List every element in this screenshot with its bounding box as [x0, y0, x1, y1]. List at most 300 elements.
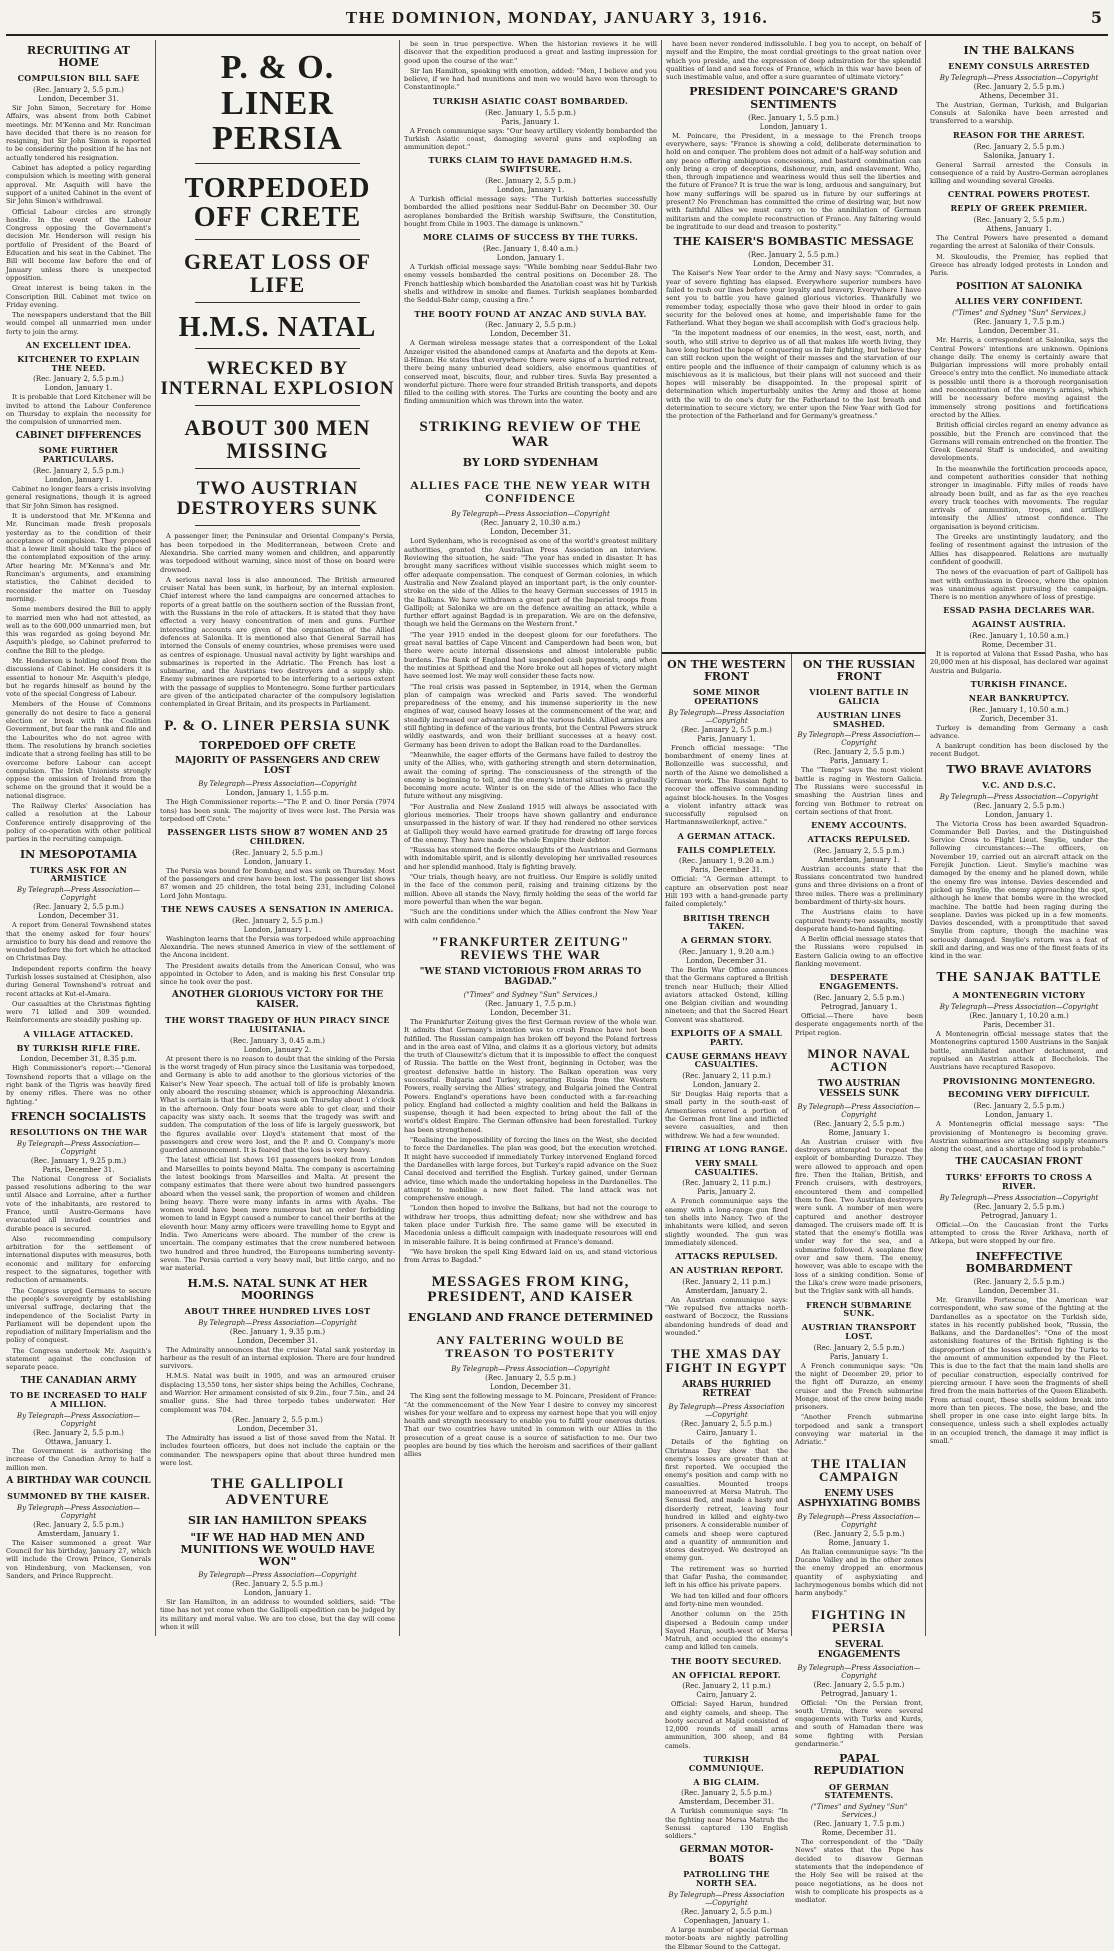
placeline: London, January 1.	[44, 476, 113, 485]
placeline: Paris, January 1.	[829, 757, 889, 766]
dateline: (Rec. January 2, 5.5 p.m.)	[33, 1520, 124, 1529]
service-line: By Telegraph—Press Association—Copyright	[797, 1102, 921, 1119]
placeline: London, January 1.	[243, 1588, 312, 1597]
placeline: Amsterdam, January 2.	[685, 1286, 768, 1295]
placeline: London, December 31.	[686, 956, 767, 965]
masthead	[6, 2, 1108, 36]
paragraph: Independent reports confirm the heavy Turkish losses sustained at Ctesiphon, also during General Townshend's retreat and recent attacks at Kut-el-Amara.	[6, 964, 151, 998]
dateline: (Rec. January 1, 8.40 a.m.)	[483, 245, 578, 254]
dateline: (Rec. January 2, 5.5 p.m.)	[232, 1415, 323, 1424]
headline: GERMAN MOTOR-BOATS	[679, 1844, 774, 1865]
placeline: Paris, January 2.	[697, 1188, 756, 1197]
subheadline: AUSTRIAN TRANSPORT LOST.	[801, 1322, 917, 1341]
column-4-bottom	[662, 652, 925, 1951]
service-line: By Telegraph—Press Association—Copyright	[797, 1663, 921, 1680]
paragraph: The Congress urged Germans to secure the people's sovereignty by establishing universal suffrage, declaring that the independence of the Socialist Party in Parliament will be dependent upon the repudiation of military Imperialism and the policy of conquest.	[6, 1286, 151, 1345]
paragraph: Turkey is demanding from Germany a cash advance.	[930, 723, 1108, 740]
dateline: (Rec. January 2, 5.5 p.m.)	[681, 1789, 772, 1798]
paragraph: Official: Sayed Harun, hundred and eighty camels, and sheep. The booty secured at Majid consisted of 12,000 rounds of small arms ammunition, 300 sheep, and 84 camels.	[665, 1700, 788, 1750]
subheadline: RESOLUTIONS ON THE WAR	[9, 1126, 148, 1137]
placeline: London, December 31.	[490, 330, 571, 339]
paragraph: The Kaiser's New Year order to the Army and Navy says: "Comrades, a year of severe fighting has elapsed. Everywhere superior numbers have failed to rush our lines before your loyalty and bravery. Everywhere I have sent you to battle you have gained glorious victories. Thankfully we remember today, especially those who gave their blood in order to gain security for the beloved ones at home, and imperishable fame for the Fatherland. What they began we shall accomplish with God's gracious help.	[666, 269, 921, 328]
placeline: London, January 1.	[985, 1111, 1053, 1120]
divider	[195, 348, 360, 349]
subheadline: ATTACKS REPULSED.	[807, 833, 911, 844]
service-line: By Telegraph—Press Association—Copyright	[668, 708, 785, 725]
dateline: (Rec. January 2, 5.5 p.m.)	[973, 1277, 1065, 1286]
subheadline: BY LORD SYDENHAM	[462, 456, 599, 470]
paragraph: The Frankfurter Zeitung gives the first German review of the whole war. It admits that Germany's intention was to crush France have not been fulfilled. The Russian campaign has broken off beyond the Poland fortress and in the area east of Vilna, and claims it as a glorious victory, but admits the truth of Clausewitz's dictum that it is impossible to effect the conquest of Russia. The battle on the West front, beginning in October, was the greatest defensive battle in history. The Balkan operation was very successful. Bulgaria and Turkey, separating Russia from the Western Powers, really serving the Allies' strategy, and Bulgaria joined the Central Powers. England's operations have been conducted with a far-reaching policy. England had collected a mighty coalition and held the Balkans in suspense, though it had been expected to bring about the fall of the world's oldest Empire. The German offensive had been forestalled. Turkey has been strengthened.	[404, 1017, 657, 1134]
dateline: (Rec. January 2, 5.5 p.m.)	[33, 903, 124, 912]
dateline: (Rec. January 2, 5.5 p.m.)	[813, 748, 905, 757]
dateline: (Rec. January 2, 5.5 p.m.)	[813, 1529, 905, 1538]
headline: MINOR NAVAL ACTION	[807, 1045, 911, 1075]
dateline: (Rec. January 2, 5.5 p.m.)	[33, 375, 124, 384]
headline: FRENCH SOCIALISTS	[10, 1109, 147, 1123]
dateline: (Rec. January 1, 10.20 a.m.)	[969, 1012, 1069, 1021]
headline: AN EXCELLENT IDEA.	[25, 340, 132, 350]
headline: THE CAUCASIAN FRONT	[955, 1157, 1083, 1168]
paragraph: It is understood that Mr. M'Kenna and Mr. Runciman made fresh proposals yesterday as to the condition of their acceptance of compulsion. They proposed that a lower limit should take the place of the contemplated exposition of the army. After hearing Mr. M'Kenna's and Mr. Runciman's arguments, and examining statistics, the Cabinet decided to reconsider the matter on Tuesday morning.	[6, 511, 151, 603]
headline: TWO BRAVE AVIATORS	[946, 762, 1092, 776]
paragraph: "Another French submarine torpedoed and sank a transport conveying war material in the Adriatic."	[795, 1413, 923, 1447]
service-line: By Telegraph—Press Association—Copyright	[939, 73, 1099, 82]
paragraph: Official Labour circles are strongly hostile. In the event of the Labour Congress opposing the Government's decision Mr. Henderson will resign his portfolio of President of the Board of Education and his seat in the Cabinet. The Bill will become law before the end of January unless there is unexpected opposition.	[6, 207, 151, 282]
service-line: By Telegraph—Press Association—Copyright	[939, 1193, 1099, 1202]
headline: "FRANKFURTER ZEITUNG" REVIEWS THE WAR	[431, 933, 630, 963]
dateline: (Rec. January 2, 5.5 p.m.)	[973, 216, 1065, 225]
headline: THE SANJAK BATTLE	[936, 969, 1102, 985]
placeline: Paris, December 31.	[42, 1165, 115, 1174]
paragraph: The Central Powers have presented a demand regarding the arrest at Salonika of their Consuls.	[930, 234, 1108, 251]
subheadline: SOME FURTHER PARTICULARS.	[38, 445, 119, 465]
feature-headline: MESSAGES FROM KING, PRESIDENT, AND KAISER	[427, 1273, 634, 1306]
divider	[195, 468, 360, 469]
headline: FRENCH SUBMARINE SUNK.	[806, 1299, 912, 1319]
placeline: London, January 1.	[759, 122, 828, 131]
dateline: (Rec. January 2, 11 p.m.)	[682, 1277, 771, 1286]
paragraph: The Persia was bound for Bombay, and was sunk on Thursday. Most of the passengers and crew have been lost. The passenger list shows 87 women and 25 children, the total being 231, including Colonel Lord John Montagu.	[160, 866, 395, 900]
placeline: London, December 31.	[38, 912, 119, 921]
subheadline: SIR IAN HAMILTON SPEAKS	[187, 1513, 367, 1527]
subheadline: THE WORST TRAGEDY OF HUN PIRACY SINCE LUSITANIA.	[165, 1015, 390, 1035]
paragraph: The Admiralty has issued a list of those saved from the Natal. It includes fourteen officers, but does not include the captain or the commander. The newspapers opine that about three hundred men were lost.	[160, 1433, 395, 1467]
service-line: By Telegraph—Press Association—Copyright	[198, 780, 357, 789]
masthead-title: THE DOMINION, MONDAY, JANUARY 3, 1916.	[345, 8, 769, 27]
subheadline: TURKS' EFFORTS TO CROSS A RIVER.	[945, 1172, 1093, 1192]
dateline: (Rec. January 2, 5.5 p.m.)	[681, 725, 772, 734]
feature-headline: P. & O. LINER PERSIA	[212, 49, 343, 158]
placeline: Zurich, December 31.	[980, 714, 1058, 723]
placeline: London, December 31.	[490, 1008, 571, 1017]
subheadline: REPLY OF GREEK PREMIER.	[950, 203, 1088, 214]
dateline: (Rec. January 3, 0.45 a.m.)	[230, 1036, 325, 1045]
headline: ENEMY ACCOUNTS.	[811, 820, 907, 831]
subheadline: KITCHENER TO EXPLAIN THE NEED.	[17, 353, 140, 373]
dateline: (Rec. January 2, 10.30 a.m.)	[480, 519, 581, 528]
placeline: Amsterdam, January 1.	[37, 1529, 120, 1538]
subheadline: A GERMAN STORY.	[681, 935, 772, 946]
feature-headline: TWO AUSTRIAN DESTROYERS SUNK	[176, 478, 379, 520]
service-line: By Telegraph—Press Association—Copyright	[797, 731, 921, 748]
service-line: By Telegraph—Press Association—Copyright	[668, 1403, 785, 1420]
paragraph: be seen in true perspective. When the historian reviews it he will discover that the expedition produced a great and lasting impression for good upon the course of the war."	[404, 40, 657, 65]
headline: INEFFECTIVE BOMBARDMENT	[965, 1249, 1073, 1275]
feature-headline: STRIKING REVIEW OF THE WAR	[419, 418, 642, 451]
service-line: By Telegraph—Press Association—Copyright	[198, 1570, 357, 1579]
paragraph: "For Australia and New Zealand 1915 will always be associated with glorious memories. Their troops have shown gallantry and endurance unsurpassed in the history of war. If they had rendered no other services at Gallipoli they would have earned gratitude for drawing off large forces of the enemy. They have made the whole Empire their debtor.	[404, 802, 657, 844]
dateline: (Rec. January 1, 10.50 a.m.)	[969, 705, 1069, 714]
headline: H.M.S. NATAL SUNK AT HER MOORINGS	[187, 1276, 368, 1302]
divider	[195, 405, 360, 406]
paragraph: Cabinet no longer fears a crisis involving general resignations, though it is agreed that Sir John Simon has resigned.	[6, 485, 151, 510]
paragraph: A large number of special German motor-boats are nightly patrolling the Elbmar Sound to the Cattegat.	[665, 1926, 788, 1951]
service-line: By Telegraph—Press Association—Copyright	[16, 1503, 141, 1520]
headline: REASON FOR THE ARREST.	[953, 129, 1085, 140]
paragraph: "In the impotent madness of our enemies, in the west, east, north, and south, who still strive to deprive us of all that makes life worth living, they have long buried the hope of conquering us in fair fighting, but believe they can still reckon upon the weight of their masses and the starvation of our entire people and the influence of their campaign of calumny which is as mischievous as it is malicious, but their plans will not succeed and their hopes will miserably be disappointed. In the proposal spirit of determination which imperturbably unites the Army and those at home with the will to do one's duty for the Fatherland to the last breath and determination to secure victory, we enter upon the New Year with God for the protection of the Fatherland and for Germany's greatness."	[666, 329, 921, 421]
placeline: Petrograd, January 1.	[820, 1002, 898, 1011]
paragraph: A Turkish official message says: "While bombing near Seddul-Bahr two enemy vessels bombarded the central positions on December 28. The French battleship which bombarded the Anatolian coast was hit by Turkish shells and withdrew in smoke and flames. Turkish seaplanes bombarded the Seddul-Bahr camp, causing a fire."	[404, 263, 657, 305]
paragraph: Some members desired the Bill to apply to married men who had not attested, as well as to the 600,000 unmarried men, but this was regarded as going beyond Mr. Asquith's pledge, so Cabinet preferred to confine the Bill to the pledge.	[6, 605, 151, 655]
paragraph: It is probable that Lord Kitchener will be invited to attend the Labour Conference on Thursday to explain the necessity for the compulsion of unmarried men.	[6, 393, 151, 427]
service-line: ("Times" and Sydney "Sun" Services.)	[810, 1803, 908, 1820]
paragraph: "The year 1915 ended in the deepest gloom for our forefathers. The great naval battles of Cape Vincent and Camperdown had been won, but there were acute internal dissensions and almost intolerable public burdens. The Bank of England had suspended cash payments, and when the mutinies at Spithead and the Nore broke out all hopes of victory might have seemed lost. We may well consider these facts now.	[404, 630, 657, 681]
paragraph: A serious naval loss is also announced. The British armoured cruiser Natal has been sunk, in harbour, by an internal explosion. Chief interest where the land campaigns are concerned attaches to reports of a great battle on the southern section of the Russian front, with the Russians in the role of attackers. It is stated that they have effected a very heavy concentration of men and guns. Further interesting accounts are given of the organisation of the Allied defences at Salonika. It is mentioned also that General Sarrail has interned the Consuls of enemy countries, whose premises were used as centres of espionage. Unusual naval activity by light warships and submarines is reported in the Adriatic. The French has lost a submarine, and the Austrians two destroyers and a supply ship. Enemy submarines are reported to be interfering to a serious extent with the passage of supplies to Montenegro. Some further particulars are given of the anticipated character of the compulsory legislation contemplated in Great Britain, and its prospects in Parliament.	[160, 575, 395, 709]
headline: CABINET DIFFERENCES	[15, 430, 142, 441]
dateline: (Rec. January 1, 9.20 a.m.)	[679, 857, 774, 866]
headline: CENTRAL POWERS PROTEST.	[947, 189, 1091, 200]
paragraph: The High Commissioner reports:—"The P. and O. liner Persia (7974 tons) has been sunk. The majority of lives were lost. The Persia was torpedoed off Crete."	[160, 798, 395, 823]
paragraph: The Government is authorising the increase of the Canadian Army to half a million men.	[6, 1447, 151, 1472]
headline: ON THE RUSSIAN FRONT	[802, 658, 916, 684]
paragraph: A report from General Townshend states that the enemy asked for four hours' armistice to bury his dead and remove the wounded before the fort which he attacked on Christmas Day.	[6, 921, 151, 963]
subheadline: ALLIES FACE THE NEW YEAR WITH CONFIDENCE	[410, 478, 651, 505]
dateline: (Rec. January 1, 5.5 p.m.)	[748, 113, 839, 122]
paragraph: The President awaits details from the American Consul, who was appointed in October to Aden, and is making his first Consular trip since he took over the post.	[160, 961, 395, 987]
paragraph: A French communique says: "Our heavy artillery violently bombarded the Turkish Asiatic coast, damaging several guns and exploding an ammunition depot."	[404, 126, 657, 152]
dateline: (Rec. January 2, 5.5 p.m.)	[973, 1102, 1065, 1111]
paragraph: "Our trials, though heavy, are not fruitless. Our Empire is solidly united in the face of the common peril, raising and training citizens by the million. Above all stands the Navy, firmly holding the seas of the world far more powerful than when the war began.	[404, 873, 657, 906]
dateline: (Rec. January 1, 5.5 p.m.)	[485, 108, 576, 117]
paragraph: Cabinet has adopted a policy regarding compulsion which is meeting with general approval. Mr. Asquith will have the support of a united Cabinet in the event of Sir John Simon's withdrawal.	[6, 164, 151, 206]
dateline: (Rec. January 2, 11 p.m.)	[682, 1682, 771, 1691]
paragraph: The Victoria Cross has been awarded Squadron-Commander Bell Davies, and the Distinguished Service Cross to Flight Lieut. Smylie, under the following circumstances:—The officers, on November 19, carried out an aircraft attack on the Ferejik Junction. Lieut. Smylie's machine was damaged by the enemy and he planed down, while the enemy fire was intense. Davies descended and picked up Smylie, the enemy approaching the spot, although he knew that bombs were in the wrecked machine. The battle had been raging during the seaplane. Davies was picked up in a few moments. Davies descended, with a promptitude that saved Smylie from capture, though the machine was seriously damaged. Smylie's return was a feat of skill and daring, and was one of the finest feats of its kind in the war.	[930, 819, 1108, 961]
headline: ON THE WESTERN FRONT	[667, 658, 786, 684]
subheadline: ANY FALTERING WOULD BE TREASON TO POSTERITY	[436, 1333, 625, 1360]
placeline: London, December 31.	[978, 327, 1060, 336]
paragraph: The Kaiser summoned a great War Council for his birthday, January 27, which will include the Crown Prince, Generals von Hindenburg, von Mackensen, von Sanders, and Prince Rupprecht.	[6, 1538, 151, 1580]
placeline: London, January 2.	[243, 1045, 312, 1054]
paragraph: Austrian accounts state that the Russians concentrated two hundred guns and three divisions on a front of three miles. There was a preliminary bombardment of thirty-six hours.	[795, 864, 923, 906]
headline: THE GALLIPOLI ADVENTURE	[210, 1476, 345, 1508]
placeline: Rome, December 31.	[821, 1829, 897, 1838]
dateline: (Rec. January 2, 5.5 p.m.)	[232, 848, 323, 857]
subheadline: FAILS COMPLETELY.	[676, 844, 776, 855]
paragraph: Another column on the 25th dispersed a Bedouin camp under Sayed Harun, south-west of Mersa Matruh, and occupied the enemy's camp and killed ten camels.	[665, 1610, 788, 1652]
placeline: Paris, December 31.	[983, 1021, 1055, 1030]
subheadline: TORPEDOED OFF CRETE	[199, 739, 356, 753]
headline: P. & O. LINER PERSIA SUNK	[164, 717, 391, 734]
headline: THE KAISER'S BOMBASTIC MESSAGE	[673, 235, 914, 249]
paragraph: Washington learns that the Persia was torpedoed while approaching Alexandria. The news stunned America in view of the settlement of the Ancona incident.	[160, 934, 395, 960]
feature-headline: GREAT LOSS OF LIFE	[183, 248, 371, 297]
paragraph: We had ten killed and four officers and forty-nine men wounded.	[665, 1591, 788, 1608]
subheadline: "WE STAND VICTORIOUS FROM ARRAS TO BAGDAD."	[419, 967, 642, 988]
dateline: (Rec. January 2, 5.5 p.m.)	[813, 993, 905, 1002]
service-line: ("Times" and Sydney "Sun" Services.)	[463, 990, 598, 999]
paragraph: H.M.S. Natal was built in 1905, and was an armoured cruiser displacing 13,550 tons, her sister ships being the Achilles, Cochrane, and Warrior. Her armament consisted of six 9.2in., four 7.5in., and 24 smaller guns. She had three torpedo tubes underwater. Her complement was 704.	[160, 1372, 395, 1414]
headline: IN MESOPOTAMIA	[20, 847, 137, 861]
paragraph: "Such are the conditions under which the Allies confront the New Year with calm confidence."	[404, 908, 657, 925]
subheadline: BECOMING VERY DIFFICULT.	[948, 1089, 1090, 1100]
dateline: (Rec. January 2, 5.5 p.m.)	[485, 321, 576, 330]
feature-headline: WRECKED BY INTERNAL EXPLOSION	[160, 358, 395, 400]
subheadline: SEVERAL ENGAGEMENTS	[817, 1639, 901, 1660]
headline: RECRUITING AT HOME	[27, 44, 130, 70]
headline: DESPERATE ENGAGEMENTS.	[819, 972, 899, 992]
subheadline: TO BE INCREASED TO HALF A MILLION.	[9, 1390, 147, 1410]
dateline: (Rec. January 2, 5.5 p.m.)	[973, 801, 1065, 810]
dateline: (Rec. January 1, 7.5 p.m.)	[813, 1820, 905, 1829]
paragraph: A French communique says the enemy with a long-range gun fired ten shells into Nancy. Two of the inhabitants were killed, and seven slightly wounded. The gun was immediately silenced.	[665, 1197, 788, 1247]
subheadline: SUMMONED BY THE KAISER.	[7, 1490, 150, 1501]
paragraph: The Austrian, German, Turkish, and Bulgarian Consuls at Salonika have been arrested and transferred to a warship.	[930, 100, 1108, 126]
dateline: (Rec. January 2, 5.5 p.m.)	[33, 85, 124, 94]
dateline: (Rec. January 2, 5.5 p.m.)	[232, 1579, 323, 1588]
headline: THE NEWS CAUSES A SENSATION IN AMERICA.	[161, 903, 394, 914]
dateline: (Rec. January 2, 11 p.m.)	[682, 1179, 771, 1188]
placeline: London, December 31.	[237, 1424, 318, 1433]
subheadline: "IF WE HAD HAD MEN AND MUNITIONS WE WOULD HAVE WON"	[180, 1530, 375, 1568]
dateline: (Rec. January 1, 9.20 a.m.)	[679, 947, 774, 956]
subheadline: AGAINST AUSTRIA.	[972, 619, 1066, 630]
subcolumn-western	[662, 654, 792, 1951]
subheadline: TURKS ASK FOR AN ARMISTICE	[29, 864, 128, 884]
paragraph: The Greeks are unstintingly laudatory, and the feeling of resentment against the intrusion of the Allies has disappeared. Relations are mutually confident of goodwill.	[930, 533, 1108, 566]
paragraph: have been never rendered indissoluble. I beg you to accept, on behalf of myself and the Empire, the most cordial greetings to the great nation over which you preside, and the expression of deep admiration for the splendid qualities of land and sea forces of France, which in this war have been of such inestimable value, and offer a sure guarantee of ultimate victory."	[666, 40, 921, 82]
paragraph: "Russia has stemmed the fierce onslaughts of the Austrians and Germans with indomitable spirit, and is silently developing her unrivalled resources and her splendid manhood. Italy is fighting bravely.	[404, 846, 657, 871]
placeline: London, January 1, 1.55 p.m.	[225, 789, 329, 798]
placeline: Amsterdam, January 1.	[818, 855, 900, 864]
paragraph: M. Skouloudis, the Premier, has replied that Greece has already lodged protests in London and Paris.	[930, 252, 1108, 278]
paragraph: The news of the evacuation of part of Gallipoli has met with enthusiasm in Greece, where the opinion was unanimous against pursuing the campaign. There is no mention anywhere of loss of prestige.	[930, 568, 1108, 602]
headline: THE BOOTY SECURED.	[671, 1655, 782, 1666]
placeline: Petrograd, January 1.	[980, 1211, 1058, 1220]
headline: PASSENGER LISTS SHOW 87 WOMEN AND 25 CHILDREN.	[167, 827, 388, 846]
placeline: Cairo, January 1.	[696, 1429, 757, 1438]
placeline: Amsterdam, December 31.	[678, 1798, 775, 1807]
headline: PAPAL REPUDIATION	[813, 1752, 905, 1778]
headline: BRITISH TRENCH TAKEN.	[682, 912, 771, 932]
subheadline: ENGLAND AND FRANCE DETERMINED	[408, 1311, 653, 1325]
headline: TURKISH ASIATIC COAST BOMBARDED.	[432, 95, 629, 106]
service-line: By Telegraph—Press Association—Copyright	[797, 1512, 921, 1529]
paragraph: General Sarrail arrested the Consuls in consequence of a raid by Austro-German aeroplanes killing and wounding several Greeks.	[930, 160, 1108, 186]
service-line: By Telegraph—Press Association—Copyright	[668, 1891, 785, 1908]
dateline: (Rec. January 2, 5.5 p.m.)	[973, 1202, 1065, 1211]
placeline: London, January 1.	[496, 186, 565, 195]
paragraph: An Austrian communique says: "We repulsed five attacks north-eastward of Boczocz, the Russians abandoning hundreds of dead and wounded."	[665, 1295, 788, 1337]
dateline: (Rec. January 2, 5.5 p.m.)	[681, 1420, 772, 1429]
paragraph: At present there is no reason to doubt that the sinking of the Persia is the worst tragedy of Hun piracy since the Lusitania was torpedoed, and Germany is able to add another to the glorious victories of the Kaiser's New Year speech. The actual toll of life is probably known only aboard the rescuing steamer, which is approaching Alexandria. What is certain is that the liner was sunk on Thursday about 1 o'clock in the afternoon. Only four boats were able to get clear, and their capacity was sixty each. It seems that the tragedy was swift and sudden. The computation of the loss of life is largely guesswork, but the figures available over Lloyd's statement that most of the passengers and crew were lost, and the P. and O. Company's more guarded announcement. It is feared that the loss is very heavy.	[160, 1054, 395, 1155]
dateline: (Rec. January 2, 5.5 p.m.)	[485, 1374, 576, 1383]
dateline: (Rec. January 2, 5.5 p.m.)	[232, 916, 323, 925]
paragraph: A German wireless message states that a correspondent of the Lokal Anzeiger visited the abandoned camps at Anafarta and the depots at Kem-il-Himan. He states that everywhere there were signs of a hurried retreat, there being many unburied dead soldiers, also enormous quantities of conserved meat, biscuits, flour, and rubber tires. Suvla Bay presented a wonderful picture. There were four stranded British transports, and depots filled to the ceiling with stores. The Turks are counting the booty and are finding ammunition which was thrown into the water.	[404, 339, 657, 406]
column-2	[156, 40, 400, 1636]
service-line: By Telegraph—Press Association—Copyright	[16, 886, 141, 903]
subheadline: SOME MINOR OPERATIONS	[692, 687, 760, 706]
placeline: Athens, December 31.	[979, 91, 1059, 100]
headline: ESSAD PASHA DECLARES WAR.	[943, 605, 1095, 616]
headline: A VILLAGE ATTACKED.	[23, 1028, 134, 1039]
paragraph: Mr. Harris, a correspondent at Salonika, says the Central Powers' intentions are unknown. Opinions change daily. The enemy is certainly aware that Bulgarian impressions will more probably entail Greece's entry into the conflict. No immediate attack is possible until there is a thorough reorganisation and reconcentration of the enemy's armies, which will be necessary before moving against the immensely strong positions and fortifications erected by the Allies.	[930, 336, 1108, 419]
paragraph: A Montenegrin official message states that the Montenegrins captured 1500 Austrians in the Sanjak battle, annihilated another detachment, and repulsed an Austrian attack at Bocchelois. The Austrians have recaptured Rasopovo.	[930, 1030, 1108, 1072]
headline: FIRING AT LONG RANGE.	[665, 1143, 788, 1154]
paragraph: A bankrupt condition has been disclosed by the recent Budget.	[930, 742, 1108, 759]
paragraph: A Berlin official message states that the Russians were repulsed in Eastern Galicia owing to an effective flanking movement.	[795, 935, 923, 969]
headline: AUSTRIAN LINES SMASHED.	[816, 709, 902, 729]
divider	[195, 163, 360, 164]
paragraph: The Railway Clerks' Association has called a resolution at the Labour Conference entirely disapproving of the policy of co-operation with other political parties in the recruiting campaign.	[6, 802, 151, 844]
subheadline: MAJORITY OF PASSENGERS AND CREW LOST	[175, 756, 380, 777]
subheadline: VERY SMALL CASUALTIES.	[694, 1157, 759, 1177]
placeline: Petrograd, January 1.	[820, 1689, 898, 1698]
headline: THE BOOTY FOUND AT ANZAC AND SUVLA BAY.	[414, 308, 647, 319]
column-4	[662, 40, 926, 1951]
placeline: London, January 1.	[496, 254, 565, 263]
placeline: Ottawa, January 1.	[45, 1438, 112, 1447]
subheadline: A BIG CLAIM.	[693, 1776, 760, 1787]
dateline: (Rec. January 1, 9.35 p.m.)	[229, 1327, 326, 1336]
paragraph: Mr. Granville Fortescue, the American war correspondent, who saw some of the fighting at the Dardanelles as a spectator on the Turkish side, states in his recently published book, "Russia, the Balkans, and the Dardanelles": "One of the most astonishing features of the British fighting is the disproportion of the losses suffered by the Turks to the amount of ammunition expended by the Fleet. This is due to the fact that the main land shells are of peculiar construction, especially contrived for piercing armour. I have seen the fragments of shell fired from the main batteries of the Queen Elizabeth. From actual count, these shells seldom break into more than ten pieces. The nose, the base, and the shell proper in one case into eight large bits. In consequence, unless such a shell explodes actually in an occupied trench, the damage it may inflict is small."	[930, 1295, 1108, 1445]
placeline: Rome, January 1.	[828, 1128, 890, 1137]
placeline: London, December 31.	[38, 94, 119, 103]
paragraph: An Austrian cruiser with five destroyers attempted to repeat the exploit of bombarding Durazzo. They were allowed to approach and open fire. Then the Italian, British, and French cruisers, with destroyers, encountered them and compelled them to flee. Two Austrian destroyers were sunk. A number of men were captured and another destroyer damaged. The cruisers made off. It is stated that the enemy's flotilla was under way for the sea, and a submarine followed. A seaplane flew over and saw them. The enemy, however, was able to escape with the loss of a sinking condition. Some of the Lika's crew were made prisoners, but the Triglav sank with all hands.	[795, 1137, 923, 1296]
paragraph: The Berlin War Office announces that the Germans captured a British trench near Hulluch; their Allied aviators attacked Ostend, killing one Belgian civilian and wounding nineteen; and that the Sacred Heart Convent was shattered.	[665, 965, 788, 1024]
subheadline: V.C. AND D.S.C.	[982, 779, 1056, 790]
service-line: By Telegraph—Press Association—Copyright	[198, 1318, 357, 1327]
paragraph: Lord Sydenham, who is recognised as one of the world's greatest military authorities, granted the Australian Press Association an interview. Reviewing the situation, he said: "The year has ended in disaster. It has brought many sacrifices without visible successes which might seem to offer adequate compensation. The conquest of German colonies, in which Australia and New Zealand played an important part, is the only counter-stroke on the side of the Allies to the heavy German successes of 1915 in the Balkans. We have withdrawn a great part of the Imperial troops from Gallipoli; at Salonika we are on the defence awaiting an attack, while a further effort against Bagdad is in preparation. We are on the defensive, though we held the Germans on the Western front."	[404, 537, 657, 629]
dateline: (Rec. January 1, 7.5 p.m.)	[485, 999, 576, 1008]
placeline: London, December 31, 8.35 p.m.	[20, 1055, 137, 1064]
dateline: (Rec. January 2, 5.5 p.m.)	[33, 1429, 124, 1438]
placeline: Paris, January 1.	[697, 734, 756, 743]
paragraph: The newspapers understand that the Bill would compel all unmarried men under forty to join the army.	[6, 311, 151, 336]
paragraph: "Realising the impossibility of forcing the lines on the West, she decided to force the Dardanelles. The plan was good, but the execution wretched. It might have succeeded if immediately Turkey intervened England forced the Dardanelles with large forces, but Turkey's rapid advance on the Suez Canal deceived and terrified the English. Turkey gained, under German advice, time which made the undertaking hopeless in the Dardanelles. The attempt to mobilise a new fleet failed. The land attack was not comprehensive enough.	[404, 1136, 657, 1203]
placeline: London, January 2.	[692, 1081, 761, 1090]
dateline: (Rec. January 2, 5.5 p.m.)	[813, 1680, 905, 1689]
feature-headline: TORPEDOED OFF CRETE	[184, 173, 371, 234]
headline: MORE CLAIMS OF SUCCESS BY THE TURKS.	[422, 232, 639, 243]
dateline: (Rec. January 2, 5.5 p.m.)	[973, 142, 1065, 151]
paragraph: Official: "On the Persian front, south Urmia, there were several engagements with Turks and Kurds, and south of Hamadan there was some fighting with Persian gendarmerie."	[795, 1698, 923, 1749]
headline: TURKISH COMMUNIQUE.	[688, 1754, 765, 1773]
paragraph: French official message: "The bombardment of enemy lines at Bollonzeille was successful, and north of the Aisne we demolished a German work. The Russian fight to recover the offensive commanding against block-houses. In the Vosges a violent infantry attack was successfully repulsed on Hartmannsweilerkopf, active."	[665, 743, 788, 827]
placeline: Athens, January 1.	[986, 225, 1052, 234]
paragraph: Sir John Simon, Secretary for Home Affairs, was absent from both Cabinet meetings. Mr. M'Kenna and Mr. Runciman have decided that there is no reason for resigning, but Sir John Simon is reported to be considering the position if he has not actually tendered his resignation.	[6, 103, 151, 162]
column-4-top	[666, 40, 921, 652]
paragraph: The retirement was so hurried that Gafar Pasha, the commander, left in his office his private papers.	[665, 1564, 788, 1590]
service-line: By Telegraph—Press Association—Copyright	[451, 1365, 610, 1374]
headline: IN THE BALKANS	[963, 44, 1075, 57]
headline: FIGHTING IN PERSIA	[811, 1606, 907, 1636]
subheadline: TWO AUSTRIAN VESSELS SUNK	[817, 1079, 901, 1099]
paragraph: "London then hoped to involve the Balkans, but had not the courage to withdraw her troops, thus admitting defeat; now she withdrew and has taken place under Turkish fire. The same game will be executed in Macedonia unless a difficult campaign with inadequate resources will end in miserable failure. It is being confirmed at France's demand.	[404, 1204, 657, 1246]
dateline: (Rec. January 1, 7.5 p.m.)	[973, 318, 1065, 327]
subheadline: OF GERMAN STATEMENTS.	[824, 1781, 894, 1801]
paragraph: Details of the fighting on Christmas Day show that the enemy's losses are greater than at first reported. We occupied the enemy's position and camp with no casualties. Mounted troops manoeuvred at Mersa Matruh. The Senussi fled, and made a hasty and disorderly retreat, leaving four hundred in killed and eighty-two prisoners. A considerable number of camels and sheep were captured and a quantity of ammunition and stores destroyed. We destroyed an enemy gun.	[665, 1438, 788, 1563]
column-1	[2, 40, 156, 1636]
headline: A BIRTHDAY WAR COUNCIL	[6, 1475, 151, 1486]
paragraph: High Commissioner's report:—"General Townshend reports that a village on the right bank of the Tigris was heavily fired by enemy rifles. There was no other fighting."	[6, 1064, 151, 1106]
paragraph: A Turkish communique says: "In the fighting near Mersa Matruh the Senussi captured 130 English soldiers."	[665, 1807, 788, 1841]
placeline: London, December 31.	[978, 1286, 1060, 1295]
dateline: (Rec. January 2, 5.5 p.m.)	[813, 846, 905, 855]
divider	[195, 302, 360, 303]
feature-headline: ABOUT 300 MEN MISSING	[184, 415, 371, 464]
subcolumn-russian	[792, 654, 926, 1905]
subheadline: ARABS HURRIED RETREAT	[682, 1379, 771, 1400]
paragraph: The Congress undertook Mr. Asquith's statement against the conclusion of separate peace.	[6, 1346, 151, 1372]
subheadline: ENEMY USES ASPHYXIATING BOMBS	[797, 1488, 921, 1509]
dateline: (Rec. January 1, 9.25 p.m.)	[30, 1156, 127, 1165]
paragraph: M. Poincare, the President, in a message to the French troops everywhere, says: "France is showing a cold, deliberate determination to hold on and conquer. The problem does not admit of a half-way solution and any peace offering ambiguous concessions, and bastard combination can only bring a crop of deceptions, dishonour, ruin, and enslavement. Who, then, through impatience and weariness would thus sell the liberties and the future of France? It is true the war is long, arduous and sanguinary, but how many sufferings will be spared us in future by our sufferings at present? No Frenchman has committed the crime of desiring war, but now with faithful Allies we must carry on to the annihilation of German militarism and the complete reconstruction of France. Any faltering would be ingratitude to our dead and treason to posterity."	[666, 131, 921, 231]
headline: POSITION AT SALONIKA	[955, 281, 1083, 292]
subheadline: PATROLLING THE NORTH SEA.	[683, 1869, 770, 1889]
feature-headline: H.M.S. NATAL	[178, 312, 377, 344]
dateline: (Rec. January 2, 5.5 p.m.)	[681, 1908, 772, 1917]
service-line: By Telegraph—Press Association—Copyright	[16, 1412, 141, 1429]
paragraph: Sir Douglas Haig reports that a small party in the south-east of Armentieres entered a portion of the German front line and inflicted severe casualties, and then withdrew. We had a few wounded.	[665, 1090, 788, 1140]
service-line: By Telegraph—Press Association—Copyright	[16, 1139, 141, 1156]
placeline: London, January 1.	[243, 925, 312, 934]
service-line: By Telegraph—Press Association—Copyright	[939, 1003, 1099, 1012]
paragraph: "The real crisis was passed in September, in 1914, when the German plan of campaign was wrecked and Paris saved. The wonderful preparedness of the enemy, and his immense superiority in the new engines of war, caused heavy losses at the commencement of the war, and steadily increased our advantage in all the various fields. Allied armies are still fighting in defence of the various fronts, but the Central Powers struck wildly eastwards, and won their brilliant successes at a heavy cost. Germany has been driven to adopt the Balkan road to the Dardanelles.	[404, 682, 657, 749]
paragraph: The King sent the following message to M. Poincare, President of France: "At the commencement of the New Year I desire to convey my sincerest wishes for your welfare and to express my earnest hope that you will enjoy health and strength necessary to enable you to fulfil your onerous duties. That our two countries have united in common with our Allies in the prosecution of a great cause is a source of satisfaction to me. Our two peoples are bound by ties which the heroism and sacrifices of their gallant allies	[404, 1392, 657, 1459]
page-number: 5	[1090, 8, 1102, 27]
subheadline: VIOLENT BATTLE IN GALICIA	[809, 687, 909, 706]
subheadline: COMPULSION BILL SAFE	[17, 73, 140, 84]
column-5	[926, 40, 1112, 1636]
subheadline: AN OFFICIAL REPORT.	[672, 1669, 781, 1680]
placeline: Rome, December 31.	[981, 641, 1057, 650]
subheadline: ENEMY CONSULS ARRESTED	[948, 61, 1090, 72]
dateline: (Rec. January 1, 10.50 a.m.)	[969, 632, 1069, 641]
headline: THE XMAS DAY FIGHT IN EGYPT	[665, 1346, 788, 1375]
dateline: (Rec. January 2, 5.5 p.m.)	[748, 251, 839, 260]
headline: PRESIDENT POINCARE'S GRAND SENTIMENTS	[689, 85, 898, 111]
service-line: By Telegraph—Press Association—Copyright	[939, 792, 1099, 801]
headline: TURKISH FINANCE.	[970, 678, 1068, 689]
dateline: (Rec. January 2, 11 p.m.)	[682, 1072, 771, 1081]
paragraph: Official.—There have been desperate engagements north of the Pripet region.	[795, 1011, 923, 1037]
paragraph: An Italian communique says: "In the Ducano Valley and in the other zones the enemy dropped an enormous quantity of asphyxiating and lachrymogenous bombs which did not harm anybody."	[795, 1547, 923, 1598]
placeline: London, January 1.	[985, 810, 1053, 819]
paragraph: Also recommending compulsory arbitration for the settlement of international disputes with measures, both economic and military for enforcing respect to the signatures, together with reduction of armaments.	[6, 1234, 151, 1285]
placeline: London, December 31.	[490, 528, 571, 537]
headline: EXPLOITS OF A SMALL PARTY.	[670, 1028, 783, 1047]
paragraph: A passenger liner, the Peninsular and Oriental Company's Persia, has been torpedoed in the Mediterranean, between Crete and Alexandria. She carried many women and children, and apparently was torpedoed without warning, since most of those on board were drowned.	[160, 532, 395, 574]
placeline: London, January 1.	[44, 384, 113, 393]
paragraph: Mr. Henderson is holding aloof from the discussions of Cabinet. He considers it is essential to honour Mr. Asquith's pledge, but he regards himself as bound by the vote of the special Congress of Labour.	[6, 657, 151, 699]
dateline: (Rec. January 2, 5.5 p.m.)	[813, 1119, 905, 1128]
subheadline: ABOUT THREE HUNDRED LIVES LOST	[184, 1305, 371, 1316]
subheadline: BY TURKISH RIFLE FIRE.	[16, 1042, 141, 1053]
paragraph: The correspondent of the "Daily News" states that the Pope has decided to disavow German statements that the independence of the Holy See will be raised at the peace negotiations, as he does not wish to complicate his prospects as a mediator.	[795, 1838, 923, 1905]
paragraph: Official.—On the Caucasian front the Turks attempted to cross the River Arkhava, north of Atkepa, but were stopped by our fire.	[930, 1220, 1108, 1246]
headline: THE ITALIAN CAMPAIGN	[810, 1455, 908, 1485]
subheadline: CAUSE GERMANS HEAVY CASUALTIES.	[665, 1050, 788, 1070]
